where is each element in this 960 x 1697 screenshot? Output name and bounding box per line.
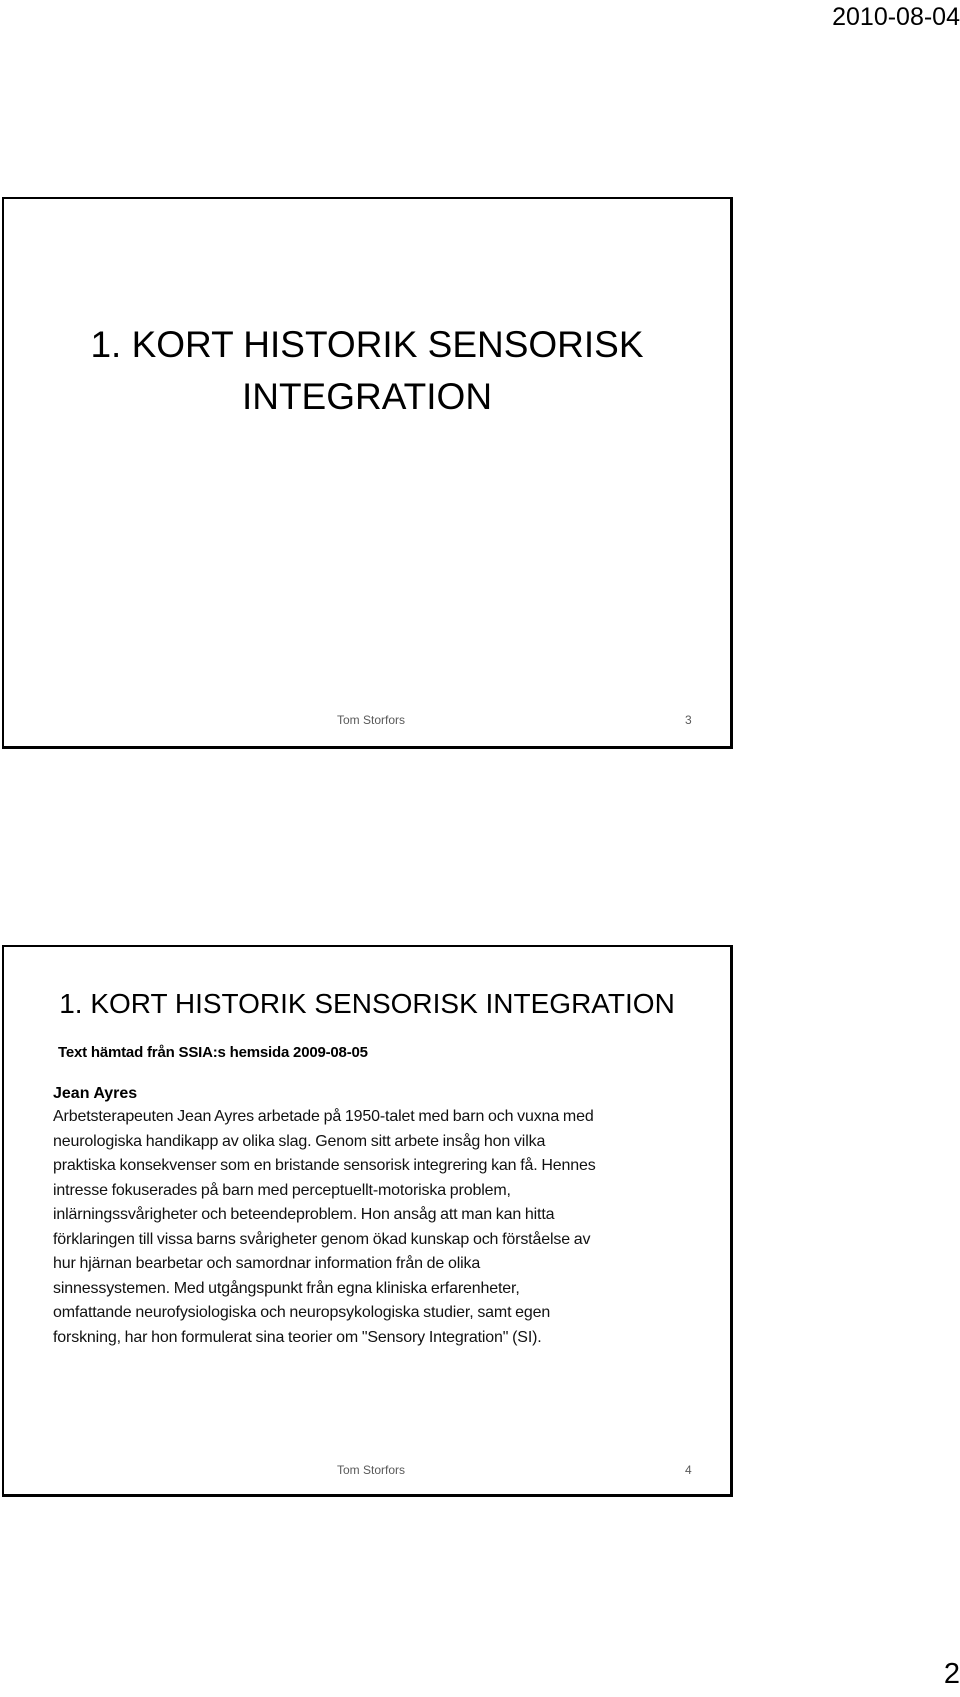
body-line: neurologiska handikapp av olika slag. Genom sitt arbete insåg hon vilka: [53, 1132, 546, 1150]
body-line: hur hjärnan bearbetar och samordnar information från de olika: [53, 1255, 481, 1272]
slide-3: [2, 197, 733, 749]
slide-title: 1. KORT HISTORIK SENSORISK INTEGRATION: [59, 988, 675, 1019]
body-paragraph: [53, 1105, 713, 1350]
body-line: sinnessystemen. Med utgångspunkt från egna kliniska erfarenheter,: [53, 1279, 520, 1297]
body-line: forskning, har hon formulerat sina teorier om "Sensory Integration" (SI).: [53, 1328, 542, 1346]
body-line: förklaringen till vissa barns svårigheter genom ökad kunskap och förståelse av: [53, 1230, 591, 1248]
footer-author: Tom Storfors: [337, 713, 406, 727]
body-line: Arbetsterapeuten Jean Ayres arbetade på 1950-talet med barn och vuxna med: [53, 1108, 594, 1125]
footer-slide-number: 4: [685, 1463, 692, 1477]
body-line: inlärningssvårigheter och beteendeproblem. Hon ansåg att man kan hitta: [53, 1206, 555, 1223]
page-date: 2010-08-04: [832, 3, 960, 31]
page-number: 2: [943, 1658, 960, 1690]
slide-4: [2, 945, 733, 1497]
body-block: [53, 1083, 713, 1350]
body-line: intresse fokuserades på barn med perceptuellt-motoriska problem,: [53, 1181, 511, 1199]
source-note: Text hämtad från SSIA:s hemsida 2009-08-05: [58, 1044, 368, 1061]
footer-author: Tom Storfors: [337, 1463, 406, 1477]
slide-footer: [4, 713, 730, 733]
body-line: omfattande neurofysiologiska och neuropsykologiska studier, samt egen: [53, 1304, 551, 1321]
person-heading: Jean Ayres: [53, 1085, 138, 1102]
footer-slide-number: 3: [685, 713, 692, 727]
slide-title: 1. KORT HISTORIK SENSORISK INTEGRATION: [90, 324, 644, 417]
body-line: praktiska konsekvenser som en bristande sensorisk integrering kan få. Hennes: [53, 1157, 596, 1174]
slide-footer: [4, 1463, 730, 1483]
